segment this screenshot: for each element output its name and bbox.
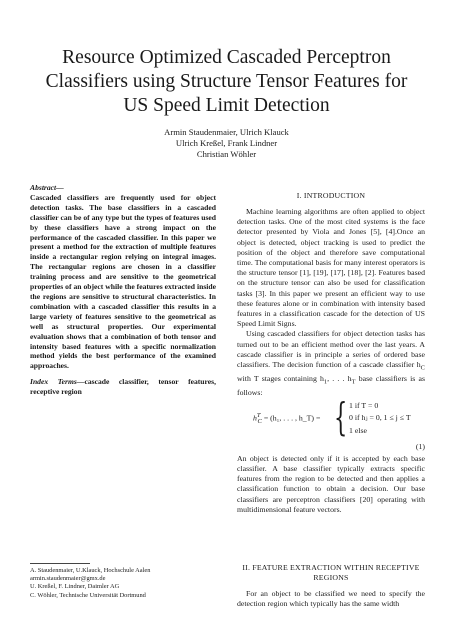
eq-sup: T — [256, 411, 261, 419]
author-line: Christian Wöhler — [196, 148, 257, 159]
heading-line: REGIONS — [313, 573, 349, 582]
section2-paragraph-1: For an object to be classified we need to specify the detection region which typically has the same width — [237, 589, 425, 609]
index-terms-label: Index Terms— — [30, 377, 85, 387]
equation-cases — [349, 400, 411, 438]
section-heading-feature-extraction — [237, 563, 425, 583]
equation-brace: { — [334, 394, 348, 439]
para-subscript: 1 — [323, 378, 328, 386]
section-2 — [237, 563, 425, 609]
eq-symbol: h — [253, 413, 257, 423]
footnote-line: A. Staudenmaier, U.Klauck, Hochschule Aalen — [30, 567, 151, 574]
equation-number: (1) — [415, 441, 425, 451]
abstract-text: Cascaded classifiers are frequently used for object detection tasks. The base classifiers in a cascaded classifier can be of any type but the types of features used by these classifiers have a strong impact on the performance of the cascaded classifier. In this paper we present a method for the extraction of multiple features inside a rectangular region relying on integral images. The rectangular regions are chosen in a classifier training process and are sensitive to the geometrical properties of an object while the features extracted inside the regions are sensitive to structural characteristics. In combination with a cascaded classifier this results in a large variety of features sensitive to the geometrical as well as structural properties. Our experimental evaluation shows that a combination of both tensor and intensity based features with a specific normalization method yields the best performance of the examined approaches. — [30, 192, 216, 371]
index-terms-text: cascade classifier, tensor features, receptive region — [30, 377, 216, 397]
eq-args: = (h₁, . . . , h_T) = — [261, 413, 321, 423]
heading-line: II. FEATURE EXTRACTION WITHIN RECEPTIVE — [242, 563, 420, 572]
footnote-line: C. Wöhler, Technische Universität Dortmund — [30, 591, 146, 599]
author-footnotes — [30, 567, 220, 600]
author-list — [30, 127, 423, 159]
para-text: base classifiers is as follows: — [237, 373, 425, 397]
intro-paragraph-3: An object is detected only if it is accepted by each base classifier. A base classifier typically extracts specific features from the region to be detected and then applies a classification function to obtain a decision. Our base classifiers are perceptron classifiers [20] operating with multidimensional feature vectors. — [237, 453, 425, 514]
section-heading-introduction: I. INTRODUCTION — [296, 191, 366, 200]
paper-title — [30, 46, 423, 118]
left-column — [30, 183, 216, 397]
eq-sub: C — [257, 417, 262, 425]
equation-case: 1 if T = 0 — [349, 400, 379, 410]
abstract — [30, 183, 216, 371]
equation-case: 1 else — [349, 425, 367, 435]
para-text: , . . . h — [327, 373, 352, 383]
title-line: US Speed Limit Detection — [123, 95, 330, 116]
title-line: Resource Optimized Cascaded Perceptron — [62, 47, 391, 68]
title-line: Classifiers using Structure Tensor Features for — [45, 71, 408, 92]
para-text: Using cascaded classifiers for object detection tasks has turned out to be an efficient method over the last years. A cascade classifier is in principle a series of ordered base classifiers. The decision function of a cascade classifier h — [237, 329, 425, 370]
para-subscript: C — [420, 364, 425, 372]
intro-paragraph-2 — [237, 329, 425, 397]
author-line: Ulrich Kreßel, Frank Lindner — [175, 137, 278, 148]
right-column — [237, 183, 425, 515]
equation-1 — [237, 394, 425, 451]
footnote-divider — [30, 563, 90, 564]
intro-paragraph-1: Machine learning algorithms are often applied to object detection tasks. One of the most cited systems is the face detector presented by Viola and Jones [5], [4].Once an object is detected, object tracking is used to predict the position of the object and therefore save computational time. The computational basis for many interest operators is the structure tensor [1], [19], [17], [18], [2]. Features based on the structure tensor can also be used for classification tasks [3]. In this paper we present an efficient way to use these features alone or in combination with intensity based features in a classification cascade for the detection of US Speed Limit Signs. — [237, 207, 425, 329]
para-subscript: T — [351, 378, 356, 386]
author-line: Armin Staudenmaier, Ulrich Klauck — [164, 127, 289, 137]
para-text: with T stages containing h — [237, 373, 324, 383]
footnote-email: armin.staudenmaier@gmx.de — [30, 575, 106, 583]
abstract-label: Abstract— — [30, 183, 64, 192]
equation-case: 0 if hⱼ = 0, 1 ≤ j ≤ T — [349, 413, 411, 423]
equation-lhs — [253, 412, 320, 425]
index-terms — [30, 377, 216, 397]
footnote-line: U. Kreßel, F. Lindner, Daimler AG — [30, 583, 120, 591]
